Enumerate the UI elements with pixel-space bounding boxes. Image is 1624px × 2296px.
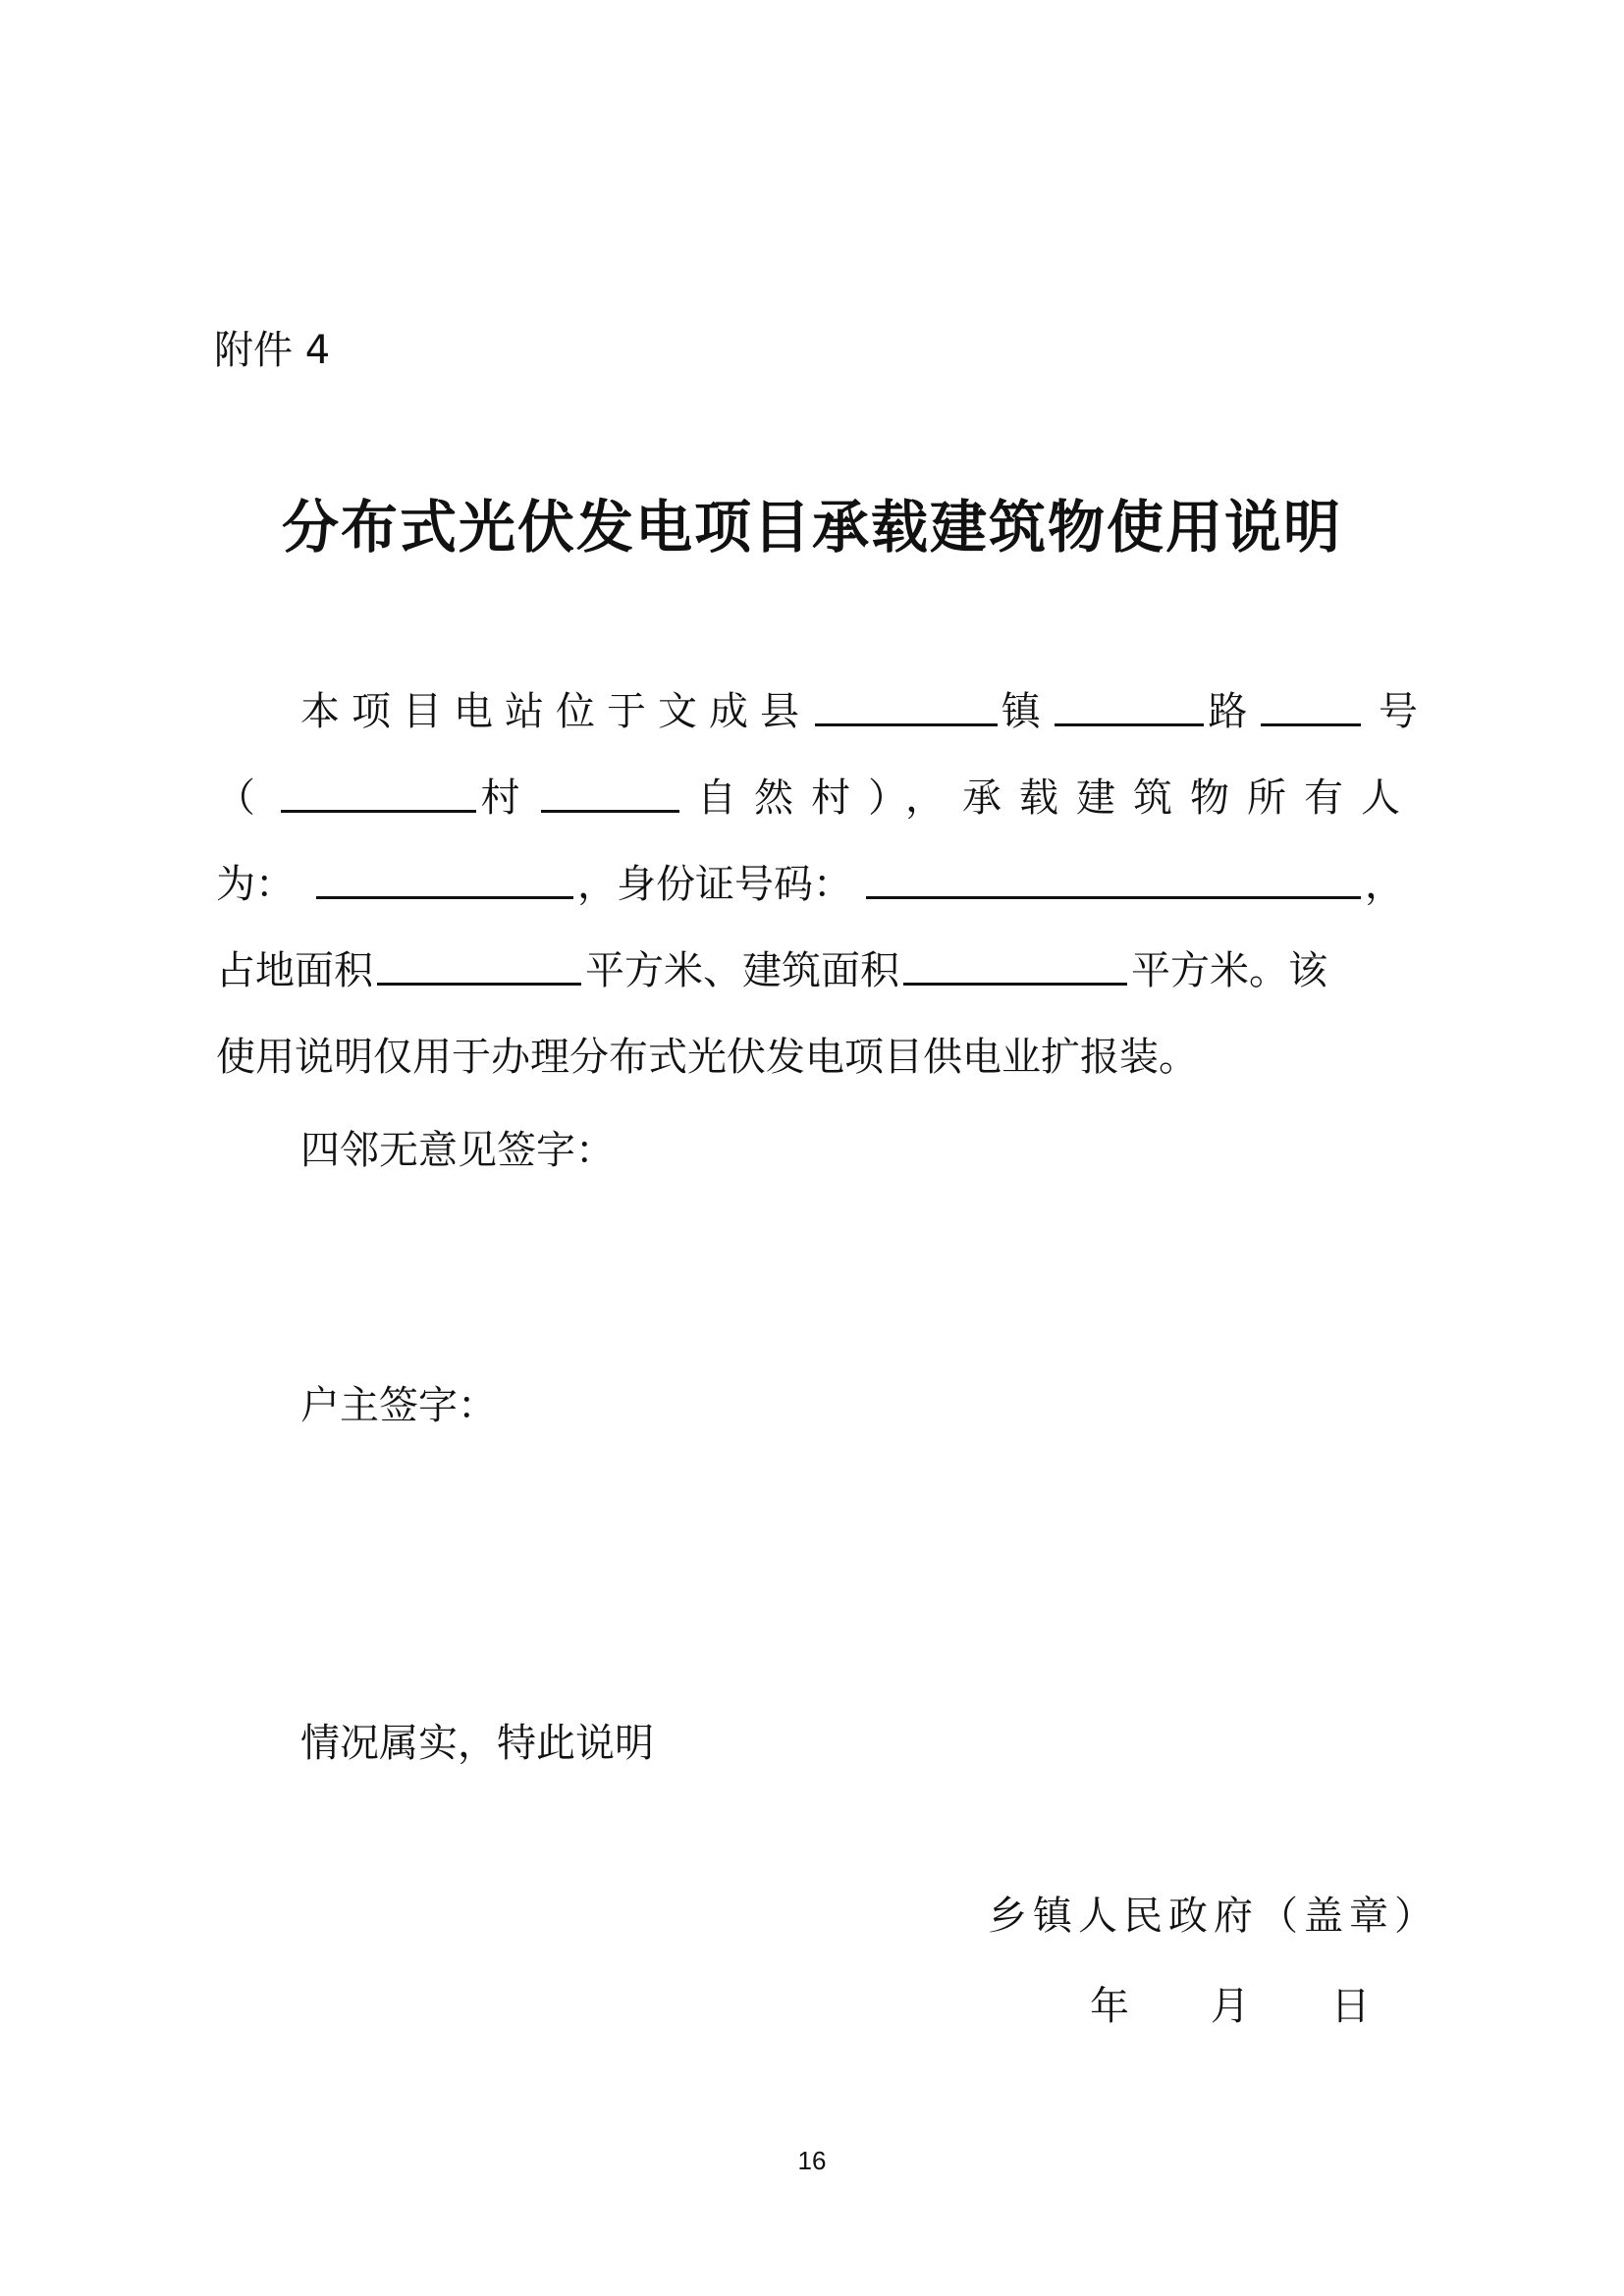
owner-sign-label: 户主签字： xyxy=(300,1383,497,1428)
natural-village-blank[interactable] xyxy=(541,802,679,813)
land-area-label: 占地面积 xyxy=(216,948,373,993)
usage-statement: 使用说明仅用于办理分布式光伏发电项目供电业扩报装。 xyxy=(216,1035,1198,1080)
road-label: 路 xyxy=(1208,689,1248,734)
owner-name-blank[interactable] xyxy=(316,888,573,899)
document-title: 分布式光伏发电项目承载建筑物使用说明 xyxy=(281,494,1342,561)
town-label: 镇 xyxy=(1001,689,1041,734)
building-area-blank[interactable] xyxy=(903,975,1127,986)
government-stamp-label: 乡镇人民政府（盖章） xyxy=(988,1894,1439,1939)
body-line-5 xyxy=(216,1023,1418,1082)
id-number-label: ，身份证号码： xyxy=(577,862,852,907)
location-prefix: 本项目电站位于文成县 xyxy=(300,689,811,734)
number-blank[interactable] xyxy=(1261,716,1361,726)
date-line xyxy=(1090,1975,1370,2031)
date-month: 月 xyxy=(1210,1984,1250,2029)
owner-intro: 自然村），承载建筑物所有人 xyxy=(697,775,1418,821)
paren-open: （ xyxy=(216,775,255,821)
building-area-label: 平方米、建筑面积 xyxy=(585,948,899,993)
date-year: 年 xyxy=(1090,1984,1129,2029)
id-number-blank[interactable] xyxy=(866,888,1361,899)
attachment-label: 附件 4 xyxy=(214,328,331,373)
number-label: 号 xyxy=(1379,689,1418,734)
town-blank[interactable] xyxy=(815,716,998,726)
area-unit-suffix: 平方米。该 xyxy=(1131,948,1327,993)
body-line-2 xyxy=(216,764,1418,823)
date-day: 日 xyxy=(1330,1984,1371,2029)
village-blank[interactable] xyxy=(281,802,476,813)
village-label: 村 xyxy=(480,775,520,821)
land-area-blank[interactable] xyxy=(377,975,581,986)
owner-label: 为： xyxy=(216,862,295,907)
body-line-4 xyxy=(216,936,1418,995)
line-3-comma: ， xyxy=(1365,862,1404,907)
confirmation-text: 情况属实，特此说明 xyxy=(300,1721,654,1766)
neighbor-sign-label: 四邻无意见签字： xyxy=(300,1128,615,1173)
body-line-1 xyxy=(300,677,1418,736)
page-number: 16 xyxy=(797,2146,827,2175)
road-blank[interactable] xyxy=(1055,716,1205,726)
body-line-3 xyxy=(216,850,1418,909)
